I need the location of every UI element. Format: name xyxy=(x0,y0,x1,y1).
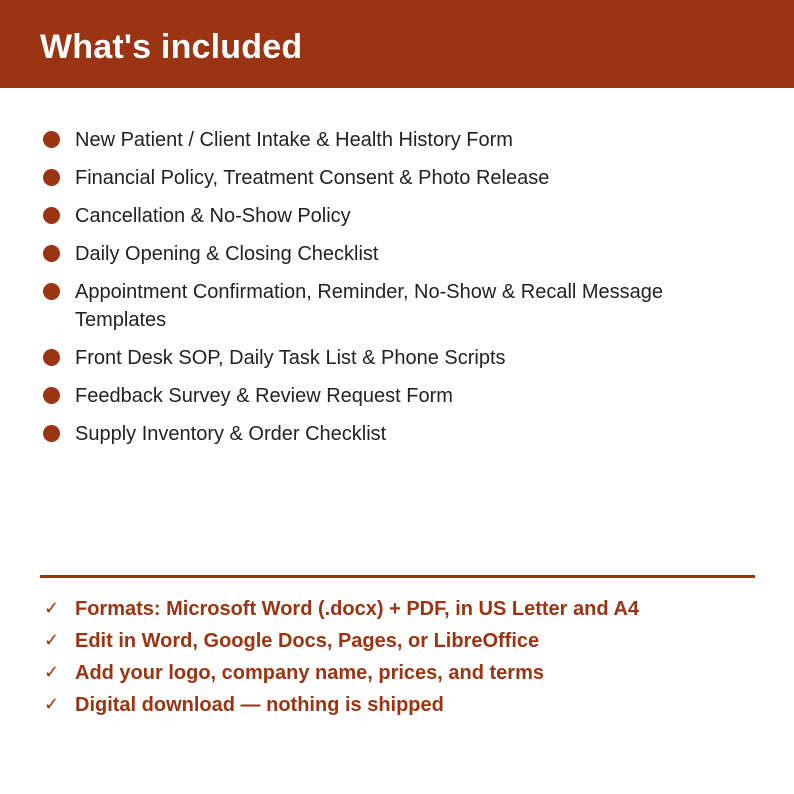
bullet-dot-icon xyxy=(43,425,60,442)
feature-item xyxy=(40,691,754,719)
bullet-dot-icon xyxy=(43,169,60,186)
section-divider xyxy=(40,575,755,578)
feature-item xyxy=(40,659,754,687)
list-item xyxy=(40,382,754,410)
list-item-label: Daily Opening & Closing Checklist xyxy=(75,243,379,265)
check-icon: ✓ xyxy=(44,598,60,619)
list-item xyxy=(40,240,754,268)
feature-label: Add your logo, company name, prices, and terms xyxy=(75,662,544,684)
list-item-label: Financial Policy, Treatment Consent & Photo Release xyxy=(75,167,550,189)
feature-item xyxy=(40,595,754,623)
list-item-label: Front Desk SOP, Daily Task List & Phone Scripts xyxy=(75,347,506,369)
bullet-dot-icon xyxy=(43,207,60,224)
feature-item xyxy=(40,627,754,655)
check-icon: ✓ xyxy=(44,630,60,651)
list-item-label: Cancellation & No-Show Policy xyxy=(75,205,351,227)
included-items-list xyxy=(40,126,754,458)
feature-label: Edit in Word, Google Docs, Pages, or LibreOffice xyxy=(75,630,540,652)
list-item-label: Supply Inventory & Order Checklist xyxy=(75,423,387,445)
feature-label: Formats: Microsoft Word (.docx) + PDF, in US Letter and A4 xyxy=(75,598,639,620)
list-item xyxy=(40,164,754,192)
features-list xyxy=(40,595,754,723)
list-item xyxy=(40,126,754,154)
list-item xyxy=(40,420,754,448)
bullet-dot-icon xyxy=(43,131,60,148)
list-item-label: Appointment Confirmation, Reminder, No-Show & Recall Message Templates xyxy=(75,281,664,331)
check-icon: ✓ xyxy=(44,694,60,715)
list-item xyxy=(40,202,754,230)
bullet-dot-icon xyxy=(43,349,60,366)
list-item xyxy=(40,278,754,334)
header-bar xyxy=(0,0,794,88)
bullet-dot-icon xyxy=(43,387,60,404)
list-item xyxy=(40,344,754,372)
list-item-label: Feedback Survey & Review Request Form xyxy=(75,385,453,407)
page-title: What's included xyxy=(40,28,303,66)
check-icon: ✓ xyxy=(44,662,60,683)
list-item-label: New Patient / Client Intake & Health History Form xyxy=(75,129,513,151)
bullet-dot-icon xyxy=(43,283,60,300)
bullet-dot-icon xyxy=(43,245,60,262)
feature-label: Digital download — nothing is shipped xyxy=(75,694,444,716)
